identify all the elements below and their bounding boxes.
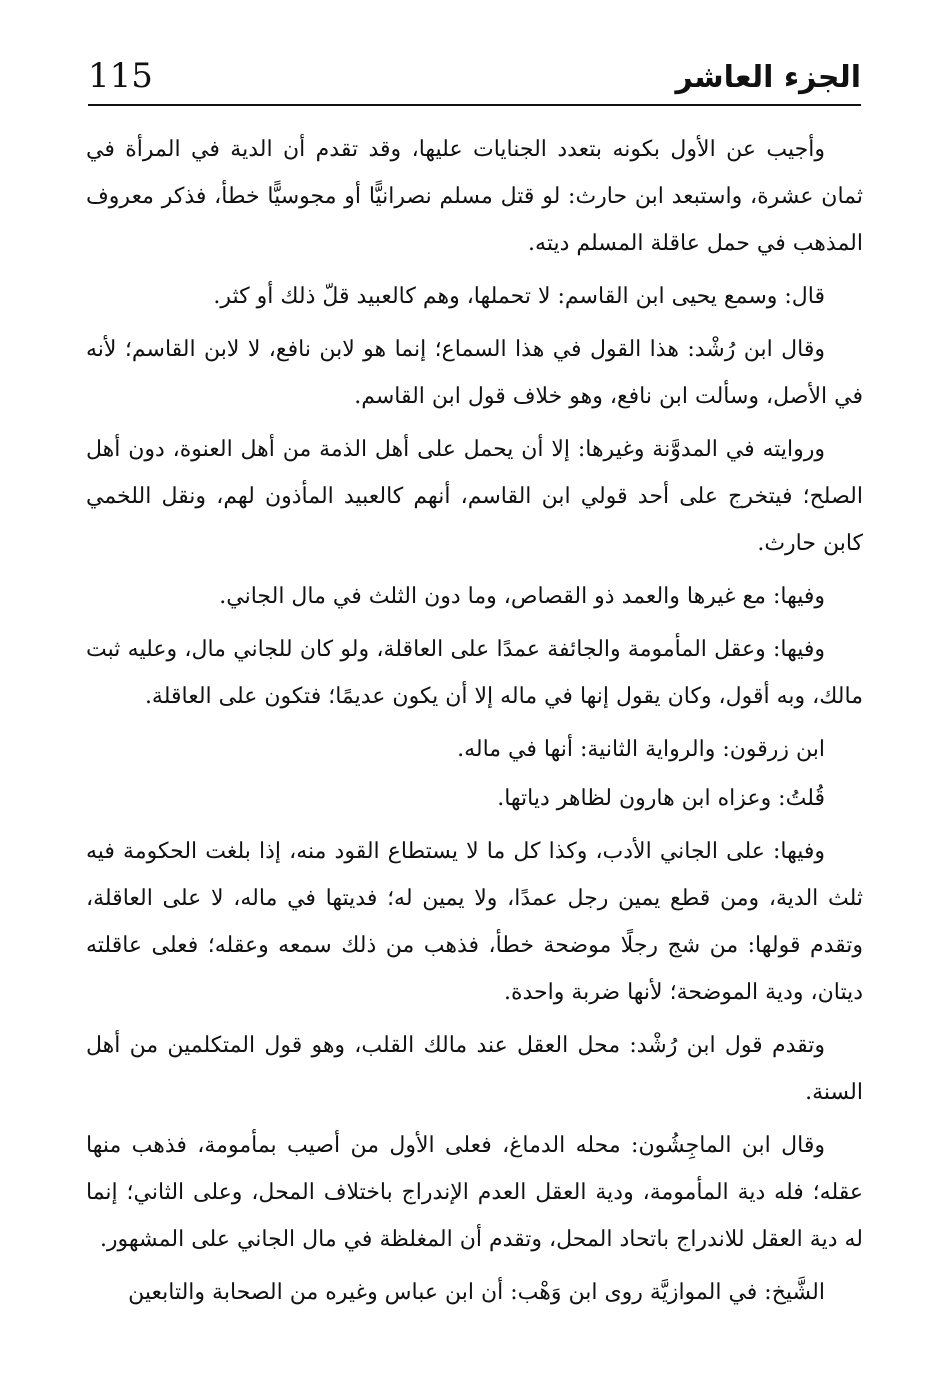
- paragraph: قال: وسمع يحيى ابن القاسم: لا تحملها، وهم كالعبيد قلّ ذلك أو كثر.: [213, 284, 825, 309]
- page-number: 115: [88, 56, 153, 96]
- paragraph: ابن زرقون: والرواية الثانية: أنها في ماله.: [457, 737, 825, 762]
- paragraph: وفيها: مع غيرها والعمد ذو القصاص، وما دون الثلث في مال الجاني.: [219, 584, 825, 609]
- paragraph: وفيها: وعقل المأمومة والجائفة عمدًا على العاقلة، ولو كان للجاني مال، وعليه ثبت مالك، وبه أقول، وكان يقول إنها في ماله إلا أن يكون عديمًا؛ فتكون على العاقلة.: [86, 637, 863, 709]
- paragraph: قُلتُ: وعزاه ابن هارون لظاهر دياتها.: [497, 786, 825, 811]
- running-title: الجزء العاشر: [675, 60, 861, 95]
- paragraph: وأجيب عن الأول بكونه بتعدد الجنايات عليها، وقد تقدم أن الدية في المرأة في ثمان عشرة، واستبعد ابن حارث: لو قتل مسلم نصرانيًّا أو مجوسيًّا خطأ، فذكر معروف المذهب في حمل عاقلة المسلم ديته.: [86, 137, 863, 256]
- page-header: [88, 52, 861, 104]
- paragraph: الشَّيخ: في الموازيَّة روى ابن وَهْب: أن ابن عباس وغيره من الصحابة والتابعين: [128, 1280, 825, 1305]
- page-body: [86, 126, 863, 1322]
- paragraph: وتقدم قول ابن رُشْد: محل العقل عند مالك القلب، وهو قول المتكلمين من أهل السنة.: [86, 1033, 863, 1105]
- paragraph: وقال ابن رُشْد: هذا القول في هذا السماع؛ إنما هو لابن نافع، لا لابن القاسم؛ لأنه في الأصل، وسألت ابن نافع، وهو خلاف قول ابن القاسم.: [86, 337, 863, 409]
- paragraph: وروايته في المدوَّنة وغيرها: إلا أن يحمل على أهل الذمة من أهل العنوة، دون أهل الصلح؛ فيتخرج على أحد قولي ابن القاسم، أنهم كالعبيد المأذون لهم، ونقل اللخمي كابن حارث.: [86, 437, 863, 556]
- paragraph: وفيها: على الجاني الأدب، وكذا كل ما لا يستطاع القود منه، إذا بلغت الحكومة فيه ثلث الدية، ومن قطع يمين رجل عمدًا، ولا يمين له؛ فديتها في ماله، لا على العاقلة، وتقدم قولها: من شج رجلًا موضحة خطأ، فذهب من ذلك سمعه وعقله؛ فعلى عاقلته ديتان، ودية الموضحة؛ لأنها ضربة واحدة.: [86, 839, 863, 1005]
- header-divider: [88, 104, 861, 106]
- paragraph: وقال ابن الماجِشُون: محله الدماغ، فعلى الأول من أصيب بمأمومة، فذهب منها عقله؛ فله دية المأمومة، ودية العقل العدم الإندراج باختلاف المحل، وعلى الثاني؛ إنما له دية العقل للاندراج باتحاد المحل، وتقدم أن المغلظة في مال الجاني على المشهور.: [86, 1133, 863, 1252]
